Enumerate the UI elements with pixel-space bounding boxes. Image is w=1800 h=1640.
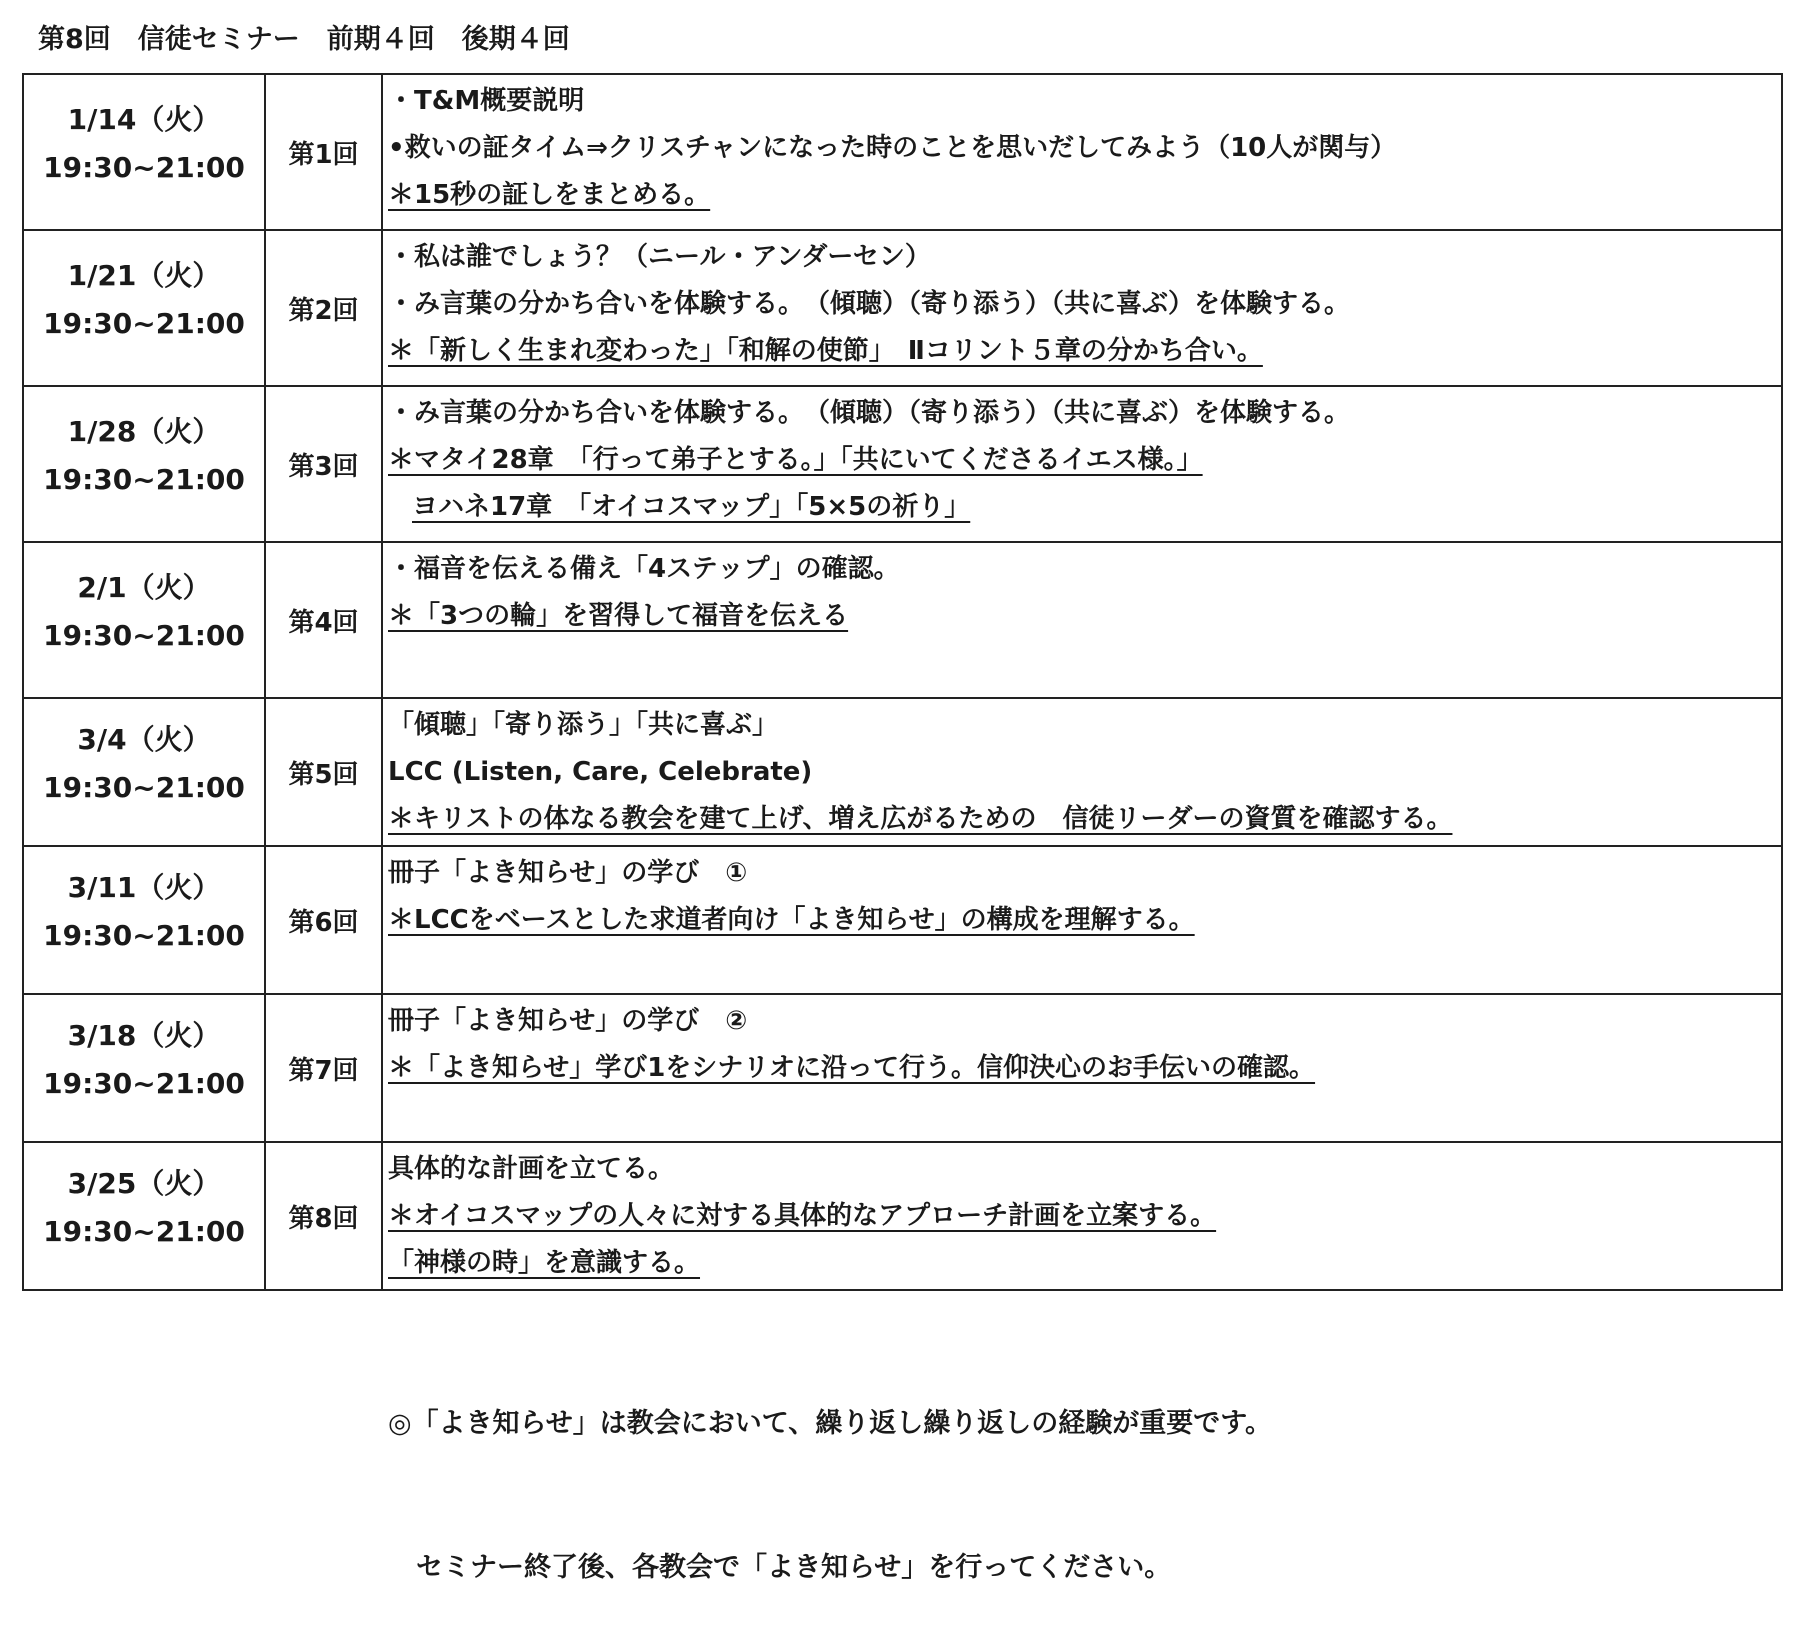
- session-content-text: ＊「3つの輪」を習得して福音を伝える: [388, 601, 849, 631]
- session-content-text: ・私は誰でしょう？（ニール・アンダーセン）: [388, 242, 931, 272]
- session-content-line: [388, 1045, 1781, 1092]
- session-row: [23, 994, 1782, 1142]
- session-content-line: [388, 998, 1781, 1045]
- session-content-text: ＊オイコスマップの人々に対する具体的なアプローチ計画を立案する。: [388, 1201, 1217, 1231]
- footnote: [388, 1304, 1272, 1640]
- session-number: 第3回: [265, 386, 382, 542]
- session-content: [382, 230, 1782, 386]
- session-content-line: [388, 1240, 1781, 1287]
- session-content-line: [388, 234, 1781, 281]
- session-date-cell: [23, 1142, 265, 1290]
- session-content: [382, 386, 1782, 542]
- session-content-line: [388, 546, 1781, 593]
- session-time: 19:30~21:00: [43, 151, 245, 184]
- session-content-line: [388, 484, 1781, 531]
- session-row: [23, 542, 1782, 698]
- session-time: 19:30~21:00: [43, 1215, 245, 1248]
- session-content-text: ＊マタイ28章 「行って弟子とする。」「共にいてくださるイエス様。」: [388, 445, 1203, 475]
- session-content-line: [388, 125, 1781, 172]
- session-date: 2/1（火）: [77, 571, 211, 604]
- session-date-cell: [23, 542, 265, 698]
- session-number: 第1回: [265, 74, 382, 230]
- session-content: [382, 74, 1782, 230]
- session-content-text: ＊キリストの体なる教会を建て上げ、増え広がるための 信徒リーダーの資質を確認する。: [388, 804, 1453, 834]
- schedule-body: [23, 74, 1782, 1290]
- session-content-text: ＊LCCをベースとした求道者向け「よき知らせ」の構成を理解する。: [388, 905, 1195, 935]
- session-content-text: 冊子「よき知らせ」の学び ②: [388, 1006, 748, 1036]
- session-content-line: [388, 172, 1781, 219]
- session-date: 3/18（火）: [67, 1019, 221, 1052]
- session-content-text: •救いの証タイム⇒クリスチャンになった時のことを思いだしてみよう（10人が関与）: [388, 133, 1397, 163]
- session-content-line: [388, 78, 1781, 125]
- session-date: 3/11（火）: [67, 871, 221, 904]
- session-content-text: 「傾聴」「寄り添う」「共に喜ぶ」: [388, 710, 779, 740]
- session-content: [382, 542, 1782, 698]
- session-number: 第4回: [265, 542, 382, 698]
- session-content-text: 冊子「よき知らせ」の学び ①: [388, 858, 748, 888]
- session-content-text: 「神様の時」を意識する。: [388, 1248, 701, 1278]
- session-content: [382, 1142, 1782, 1290]
- session-content: [382, 698, 1782, 846]
- session-date: 3/4（火）: [77, 723, 211, 756]
- page-title: 第8回 信徒セミナー 前期４回 後期４回: [38, 24, 570, 55]
- session-content-text: ＊「よき知らせ」学び1をシナリオに沿って行う。信仰決心のお手伝いの確認。: [388, 1053, 1316, 1083]
- session-date: 1/28（火）: [67, 415, 221, 448]
- session-content-line: [388, 749, 1781, 796]
- footnote-line-2: セミナー終了後、各教会で「よき知らせ」を行ってください。: [416, 1552, 1172, 1583]
- session-content-line: [388, 1193, 1781, 1240]
- session-content-line: [388, 796, 1781, 843]
- session-date: 1/21（火）: [67, 259, 221, 292]
- session-content-line: [388, 1146, 1781, 1193]
- footnote-line-1: ◎「よき知らせ」は教会において、繰り返し繰り返しの経験が重要です。: [388, 1408, 1273, 1439]
- session-content: [382, 994, 1782, 1142]
- session-time: 19:30~21:00: [43, 919, 245, 952]
- session-date-cell: [23, 74, 265, 230]
- session-content-text: ・み言葉の分かち合いを体験する。 （傾聴）（寄り添う）（共に喜ぶ）を体験する。: [388, 398, 1351, 428]
- session-content-line: [388, 281, 1781, 328]
- session-number: 第6回: [265, 846, 382, 994]
- session-date-cell: [23, 386, 265, 542]
- session-number: 第5回: [265, 698, 382, 846]
- session-date-cell: [23, 994, 265, 1142]
- session-content-line: [388, 437, 1781, 484]
- session-content-line: [388, 897, 1781, 944]
- session-content-line: [388, 328, 1781, 375]
- session-content-line: [388, 702, 1781, 749]
- session-content: [382, 846, 1782, 994]
- session-content-text: ヨハネ17章 「オイコスマップ」「5×5の祈り」: [412, 492, 971, 522]
- session-number: 第7回: [265, 994, 382, 1142]
- session-date-cell: [23, 846, 265, 994]
- session-content-text: LCC (Listen, Care, Celebrate): [388, 757, 813, 787]
- session-content-text: ・福音を伝える備え「4ステップ」の確認。: [388, 554, 900, 584]
- session-row: [23, 1142, 1782, 1290]
- session-row: [23, 74, 1782, 230]
- session-number: 第8回: [265, 1142, 382, 1290]
- session-time: 19:30~21:00: [43, 307, 245, 340]
- schedule-table: [22, 73, 1783, 1291]
- session-content-line: [388, 390, 1781, 437]
- session-content-text: ＊「新しく生まれ変わった」「和解の使節」 Ⅱコリント５章の分かち合い。: [388, 336, 1263, 366]
- session-date-cell: [23, 698, 265, 846]
- session-content-line: [388, 593, 1781, 640]
- session-time: 19:30~21:00: [43, 619, 245, 652]
- session-number: 第2回: [265, 230, 382, 386]
- session-row: [23, 698, 1782, 846]
- session-content-text: ・み言葉の分かち合いを体験する。 （傾聴）（寄り添う）（共に喜ぶ）を体験する。: [388, 289, 1351, 319]
- session-time: 19:30~21:00: [43, 771, 245, 804]
- session-date: 1/14（火）: [67, 103, 221, 136]
- session-content-text: ・T&M概要説明: [388, 86, 585, 116]
- session-row: [23, 230, 1782, 386]
- session-time: 19:30~21:00: [43, 1067, 245, 1100]
- session-date: 3/25（火）: [67, 1167, 221, 1200]
- session-time: 19:30~21:00: [43, 463, 245, 496]
- session-row: [23, 386, 1782, 542]
- session-content-line: [388, 850, 1781, 897]
- session-content-text: 具体的な計画を立てる。: [388, 1154, 675, 1184]
- session-date-cell: [23, 230, 265, 386]
- session-row: [23, 846, 1782, 994]
- session-content-text: ＊15秒の証しをまとめる。: [388, 180, 711, 210]
